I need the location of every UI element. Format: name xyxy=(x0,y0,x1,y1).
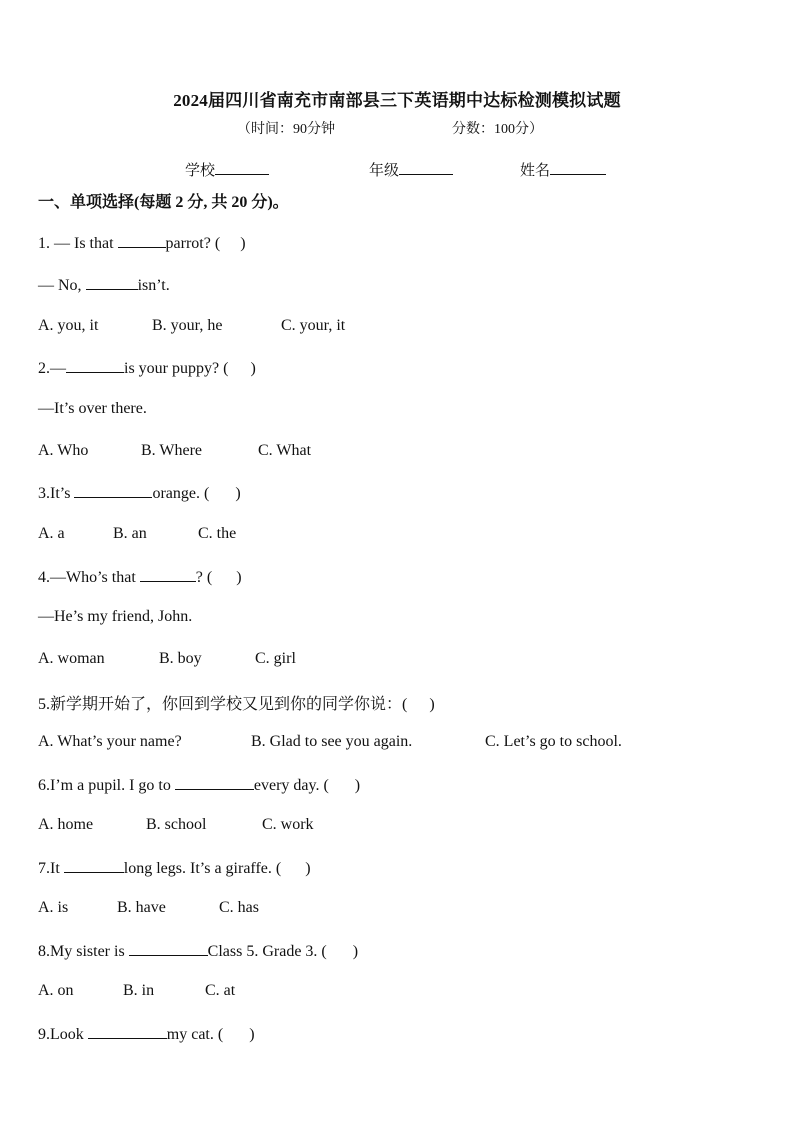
q2-text-a: 2.— xyxy=(38,360,66,377)
q1-blank xyxy=(118,233,166,248)
q2-paren-close: ) xyxy=(250,360,256,377)
question-5-options xyxy=(38,733,622,751)
q4-text-b: ? ( xyxy=(195,569,213,586)
question-3-options xyxy=(38,525,236,543)
q6-option-c[interactable]: C. work xyxy=(262,816,314,833)
q7-option-b[interactable]: B. have xyxy=(117,899,166,916)
question-8-options xyxy=(38,982,235,1000)
question-4-options xyxy=(38,650,296,668)
q4-option-a[interactable]: A. woman xyxy=(38,650,105,667)
q1-option-c[interactable]: C. your, it xyxy=(281,317,346,334)
q4-option-c[interactable]: C. girl xyxy=(255,650,296,667)
question-1-reply xyxy=(38,275,170,295)
q1-text-a: 1. — Is that xyxy=(38,235,118,252)
question-8 xyxy=(38,941,358,961)
q6-blank xyxy=(175,775,254,790)
school-blank[interactable] xyxy=(215,160,269,175)
q3-text-b: orange. ( xyxy=(152,485,210,502)
question-1 xyxy=(38,233,246,253)
q9-text-b: my cat. ( xyxy=(166,1026,224,1043)
grade-label: 年级 xyxy=(369,163,400,179)
q5-option-a[interactable]: A. What’s your name? xyxy=(38,733,182,750)
name-field xyxy=(520,159,606,180)
q2-text-b: is your puppy? ( xyxy=(124,360,229,377)
q4-paren-close: ) xyxy=(236,569,242,586)
section-heading: 一、单项选择(每题 2 分, 共 20 分)。 xyxy=(38,194,289,211)
q5-option-b[interactable]: B. Glad to see you again. xyxy=(251,733,413,750)
q3-blank xyxy=(74,483,152,498)
q4-blank xyxy=(140,567,196,582)
question-6-options xyxy=(38,816,314,834)
q7-text-b: long legs. It’s a giraffe. ( xyxy=(123,860,282,877)
school-field xyxy=(185,159,269,180)
q8-blank xyxy=(129,941,208,956)
name-label: 姓名 xyxy=(520,163,551,179)
question-1-options xyxy=(38,317,345,335)
q6-text-b: every day. ( xyxy=(253,777,329,794)
question-2-options xyxy=(38,442,311,460)
grade-blank[interactable] xyxy=(399,160,453,175)
q2-option-a[interactable]: A. Who xyxy=(38,442,89,459)
question-2-reply: —It’s over there. xyxy=(38,400,147,417)
q8-paren-close: ) xyxy=(352,943,359,960)
q3-option-b[interactable]: B. an xyxy=(113,525,147,542)
exam-time: （时间：90分钟 xyxy=(237,122,335,137)
name-blank[interactable] xyxy=(550,160,606,175)
question-7 xyxy=(38,858,311,878)
exam-score: 分数：100分） xyxy=(452,122,543,137)
q5-paren-close: ) xyxy=(429,696,435,713)
q1-text-b: parrot? ( xyxy=(165,235,221,252)
q2-option-b[interactable]: B. Where xyxy=(141,442,203,459)
question-2 xyxy=(38,358,256,378)
q4-option-b[interactable]: B. boy xyxy=(159,650,202,667)
q3-option-a[interactable]: A. a xyxy=(38,525,65,542)
q7-option-c[interactable]: C. has xyxy=(219,899,259,916)
school-label: 学校 xyxy=(185,163,216,179)
q5-option-c[interactable]: C. Let’s go to school. xyxy=(485,733,622,750)
q7-text-a: 7.It xyxy=(38,860,64,877)
question-7-options xyxy=(38,899,259,917)
q6-paren-close: ) xyxy=(354,777,361,794)
q5-text-a: 5.新学期开始了，你回到学校又见到你的同学你说：( xyxy=(38,696,408,713)
q9-blank xyxy=(88,1024,167,1039)
question-5 xyxy=(38,691,435,714)
grade-field xyxy=(369,159,453,180)
q3-text-a: 3.It’s xyxy=(38,485,75,502)
q4-text-a: 4.—Who’s that xyxy=(38,569,140,586)
q8-text-b: Class 5. Grade 3. ( xyxy=(207,943,327,960)
question-9 xyxy=(38,1024,255,1044)
q1-reply-a: — No, xyxy=(38,277,86,294)
q2-option-c[interactable]: C. What xyxy=(258,442,312,459)
q2-blank xyxy=(66,358,124,373)
q6-text-a: 6.I’m a pupil. I go to xyxy=(38,777,175,794)
q7-paren-close: ) xyxy=(305,860,311,877)
q1-reply-b: isn’t. xyxy=(137,277,170,294)
question-4 xyxy=(38,567,242,587)
q7-option-a[interactable]: A. is xyxy=(38,899,69,916)
q1-option-b[interactable]: B. your, he xyxy=(152,317,223,334)
q9-paren-close: ) xyxy=(249,1026,255,1043)
q3-paren-close: ) xyxy=(235,485,241,502)
q1-reply-blank xyxy=(86,275,138,290)
exam-title: 2024届四川省南充市南部县三下英语期中达标检测模拟试题 xyxy=(173,91,621,110)
q8-option-a[interactable]: A. on xyxy=(38,982,74,999)
q1-paren-close: ) xyxy=(240,235,246,252)
q7-blank xyxy=(64,858,124,873)
question-3 xyxy=(38,483,241,503)
q6-option-b[interactable]: B. school xyxy=(146,816,207,833)
question-4-reply: —He’s my friend, John. xyxy=(38,608,193,625)
q6-option-a[interactable]: A. home xyxy=(38,816,94,833)
question-6 xyxy=(38,775,360,795)
q1-option-a[interactable]: A. you, it xyxy=(38,317,99,334)
q8-option-b[interactable]: B. in xyxy=(123,982,155,999)
q3-option-c[interactable]: C. the xyxy=(198,525,237,542)
q8-text-a: 8.My sister is xyxy=(38,943,129,960)
q8-option-c[interactable]: C. at xyxy=(205,982,236,999)
q9-text-a: 9.Look xyxy=(38,1026,88,1043)
